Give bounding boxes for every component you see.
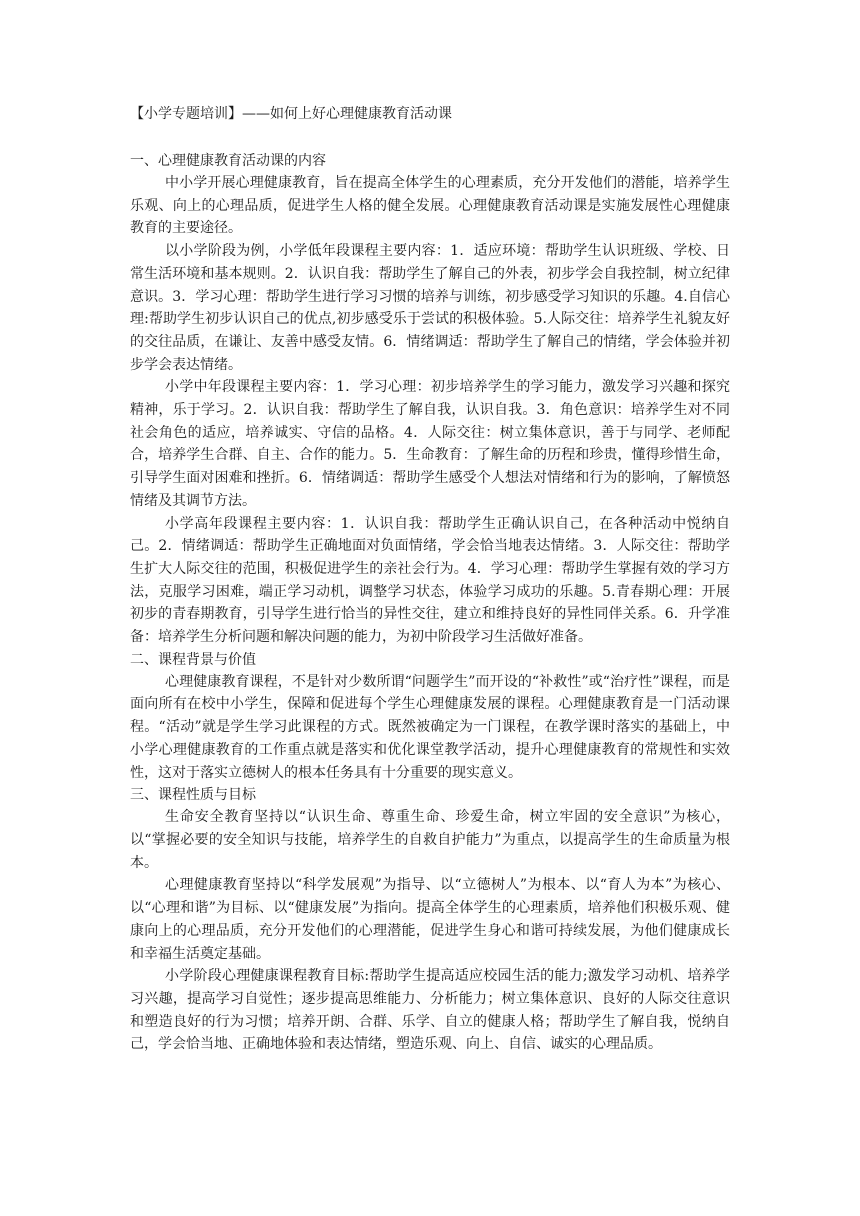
- paragraph: 小学中年段课程主要内容：1．学习心理：初步培养学生的学习能力，激发学习兴趣和探究精神，乐于学习。2．认识自我：帮助学生了解自我，认识自我。3．角色意识：培养学生对不同社会角色的适应，培养诚实、守信的品格。4．人际交往：树立集体意识，善于与同学、老师配合，培养学生合群、自主、合作的能力。5．生命教育：了解生命的历程和珍贵，懂得珍惜生命，引导学生面对困难和挫折。6．情绪调适：帮助学生感受个人想法对情绪和行为的影响，了解愤怒情绪及其调节方法。: [130, 379, 730, 509]
- section-background: [130, 649, 730, 785]
- paragraph: 心理健康教育坚持以“科学发展观”为指导、以“立德树人”为根本、以“育人为本”为核心、以“心理和谐”为目标、以“健康发展”为指向。提高全体学生的心理素质，培养他们积极乐观、健康向上的心理品质，充分开发他们的心理潜能，促进学生身心和谐可持续发展，为他们健康成长和幸福生活奠定基础。: [130, 877, 730, 962]
- paragraph: 小学阶段心理健康课程教育目标:帮助学生提高适应校园生活的能力;激发学习动机、培养学习兴趣，提高学习自觉性；逐步提高思维能力、分析能力；树立集体意识、良好的人际交往意识和塑造良好的行为习惯；培养开朗、合群、乐学、自立的健康人格；帮助学生了解自我，悦纳自己，学会恰当地、正确地体验和表达情绪，塑造乐观、向上、自信、诚实的心理品质。: [130, 968, 730, 1053]
- document-page: [130, 104, 730, 1056]
- paragraph: 小学高年段课程主要内容：1．认识自我：帮助学生正确认识自己，在各种活动中悦纳自己。2．情绪调适：帮助学生正确地面对负面情绪，学会恰当地表达情绪。3．人际交往：帮助学生扩大人际交往的范围，积极促进学生的亲社会行为。4．学习心理：帮助学生掌握有效的学习方法，克服学习困难，端正学习动机，调整学习状态，体验学习成功的乐趣。5.青春期心理：开展初步的青春期教育，引导学生进行恰当的异性交往，建立和维持良好的异性同伴关系。6．升学准备：培养学生分析问题和解决问题的能力，为初中阶段学习生活做好准备。: [130, 515, 730, 646]
- paragraph: 心理健康教育课程，不是针对少数所谓“问题学生”而开设的“补救性”或“治疗性”课程，而是面向所有在校中小学生，保障和促进每个学生心理健康发展的课程。心理健康教育是一门活动课程。“活动”就是学生学习此课程的方式。既然被确定为一门课程，在教学课时落实的基础上，中小学心理健康教育的工作重点就是落实和优化课堂教学活动，提升心理健康教育的常规性和实效性，这对于落实立德树人的根本任务具有十分重要的现实意义。: [130, 673, 730, 781]
- paragraph: 生命安全教育坚持以“认识生命、尊重生命、珍爱生命，树立牢固的安全意识”为核心，以“掌握必要的安全知识与技能，培养学生的自救自护能力”为重点，以提高学生的生命质量为根本。: [130, 809, 730, 871]
- section-heading: 一、心理健康教育活动课的内容: [130, 153, 326, 169]
- section-content: [130, 150, 730, 649]
- paragraph: 以小学阶段为例，小学低年段课程主要内容：1．适应环境：帮助学生认识班级、学校、日常生活环境和基本规则。2．认识自我：帮助学生了解自己的外表，初步学会自我控制，树立纪律意识。3．学习心理：帮助学生进行学习习惯的培养与训练，初步感受学习知识的乐趣。4.自信心理:帮助学生初步认识自己的优点,初步感受乐于尝试的积极体验。5.人际交往：培养学生礼貌友好的交往品质，在谦让、友善中感受友情。6．情绪调适：帮助学生了解自己的情绪，学会体验并初步学会表达情绪。: [130, 243, 730, 373]
- paragraph: 中小学开展心理健康教育，旨在提高全体学生的心理素质，充分开发他们的潜能，培养学生乐观、向上的心理品质，促进学生人格的健全发展。心理健康教育活动课是实施发展性心理健康教育的主要途径。: [130, 175, 730, 237]
- section-heading: 三、课程性质与目标: [130, 787, 256, 804]
- section-heading: 二、课程背景与价值: [130, 651, 256, 668]
- section-goals: [130, 784, 730, 1056]
- document-title: 【小学专题培训】——如何上好心理健康教育活动课: [130, 106, 452, 122]
